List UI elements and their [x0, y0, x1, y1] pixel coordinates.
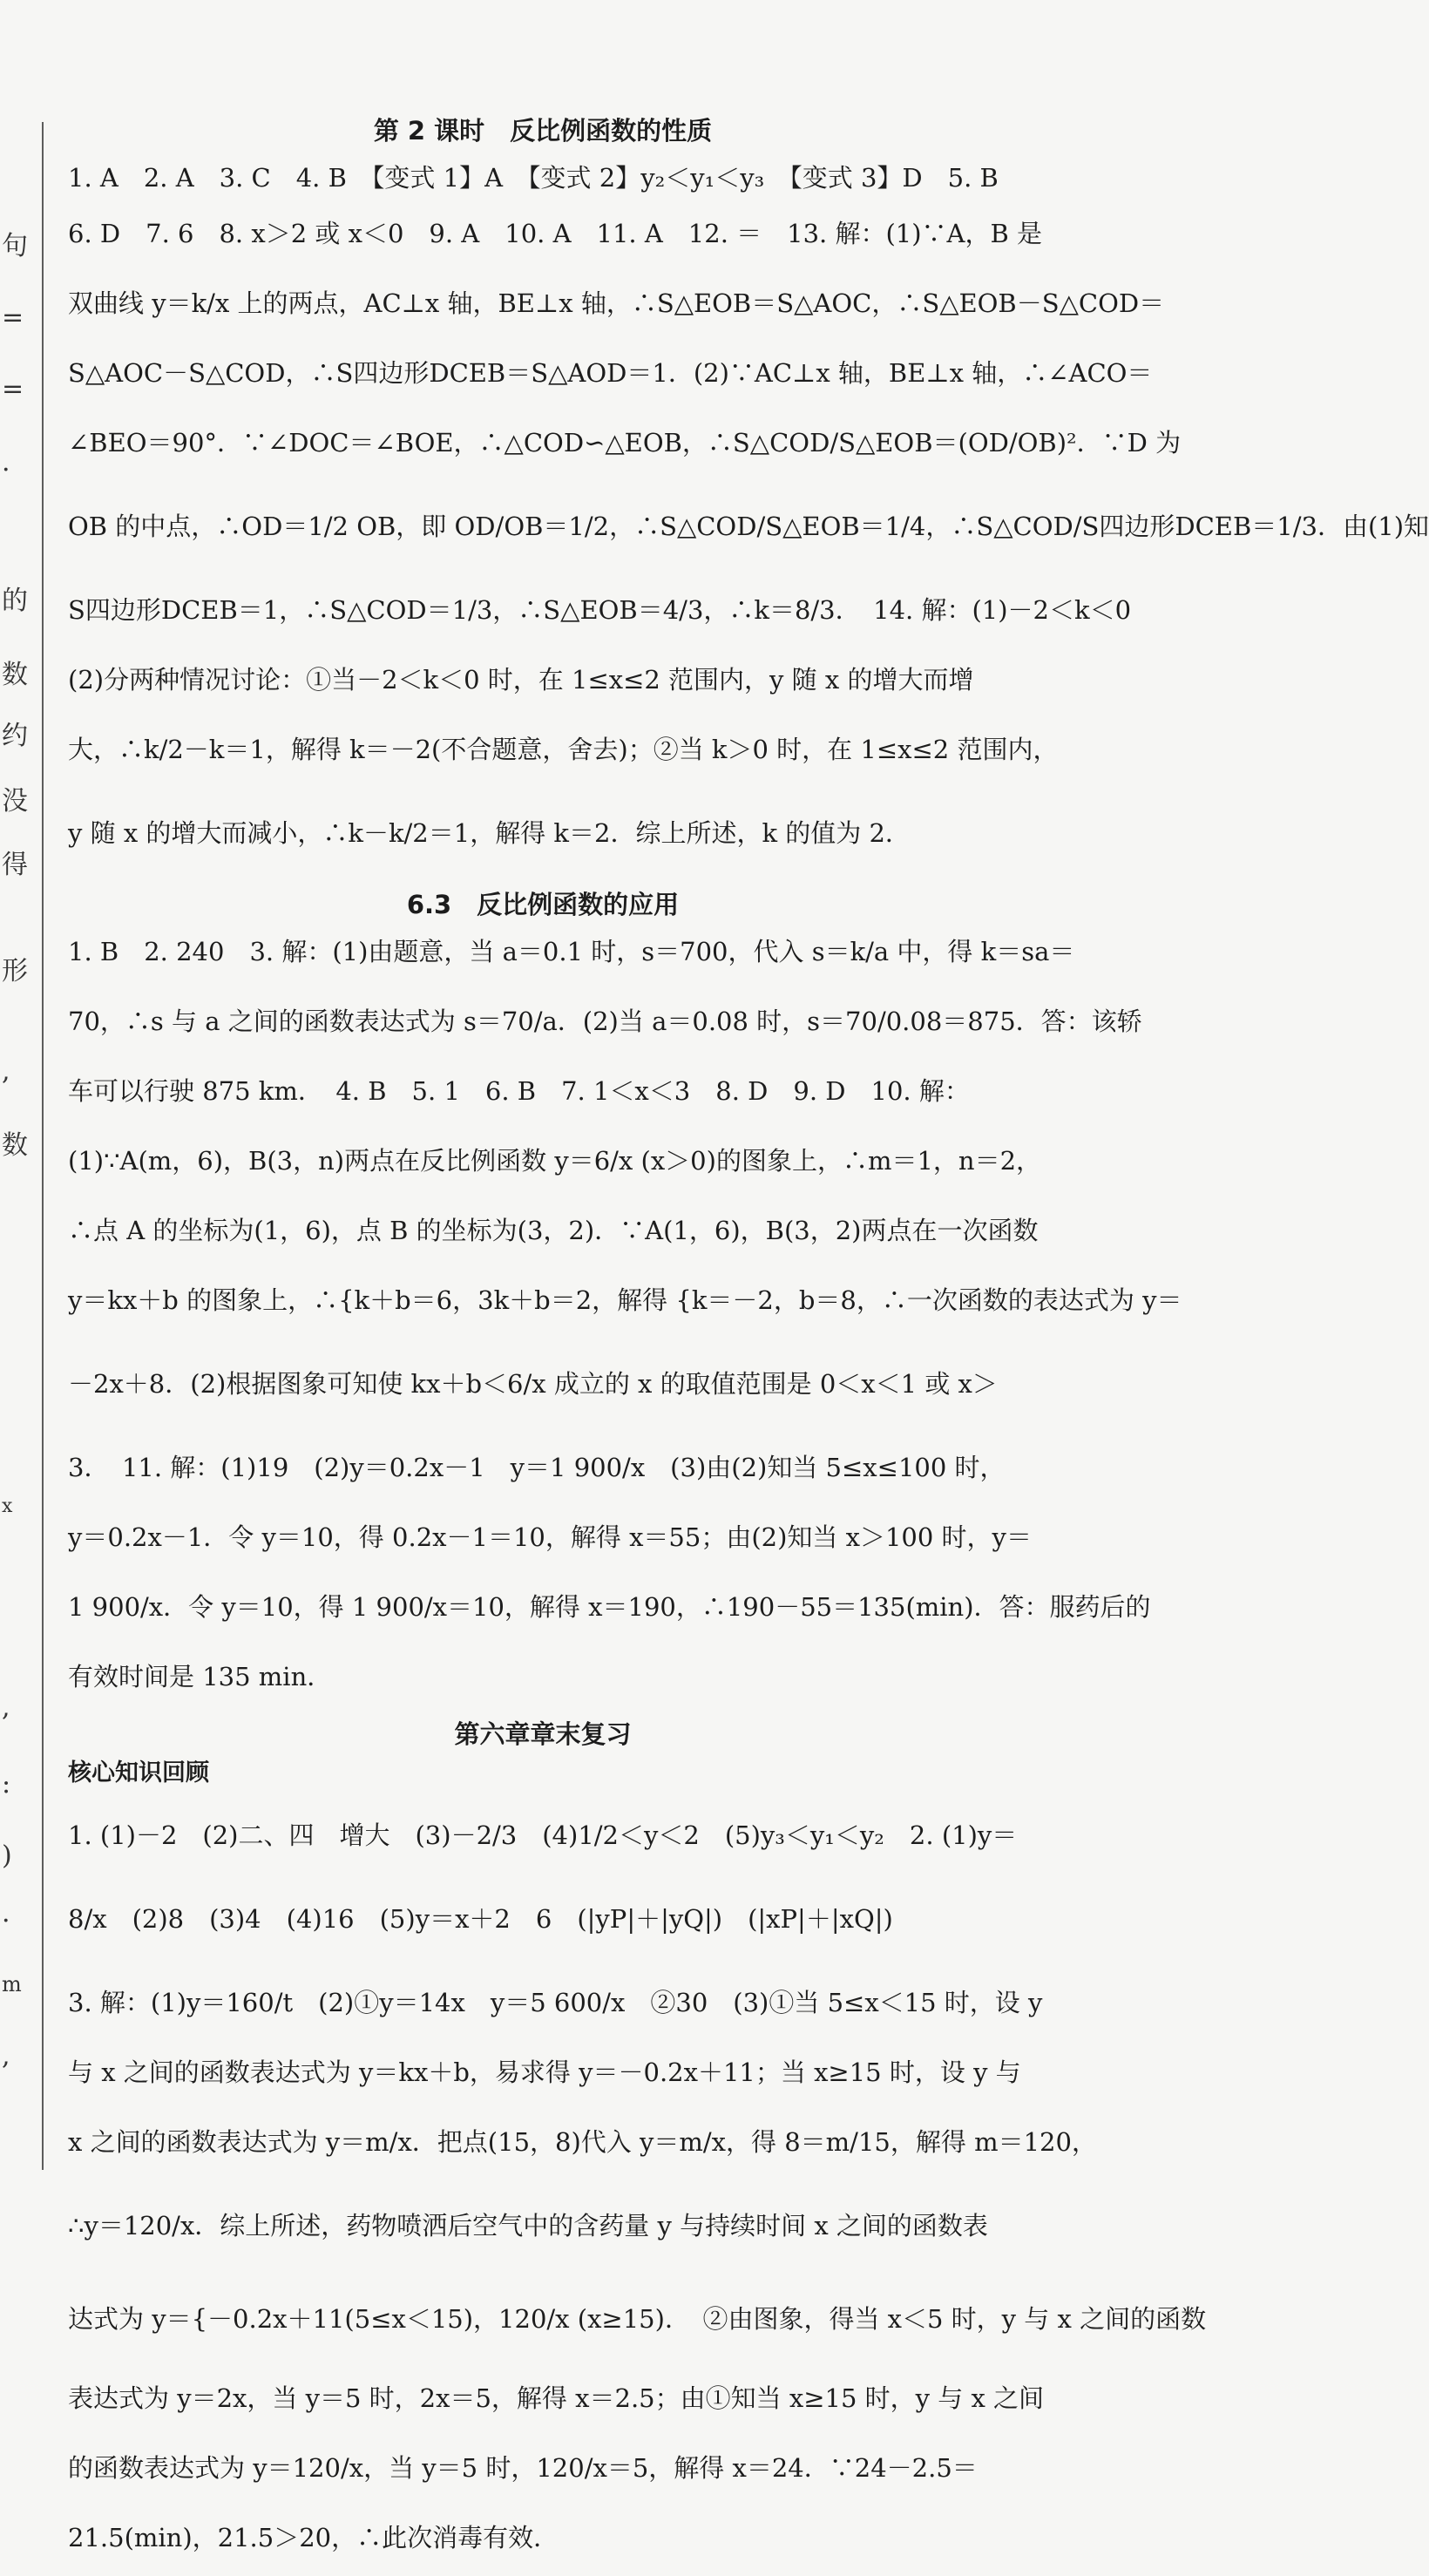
edge-fragment: 数 — [2, 1130, 28, 1161]
edge-fragment: 数 — [2, 660, 28, 690]
text-line: ∴y＝120/x．综上所述，药物喷洒后空气中的含药量 y 与持续时间 x 之间的函数表 — [68, 2211, 988, 2240]
text-line: ∴点 A 的坐标为(1，6)，点 B 的坐标为(3，2)．∵A(1，6)，B(3，2)两点在一次函数 — [68, 1216, 1039, 1245]
text-line: 车可以行驶 875 km． 4. B 5. 1 6. B 7. 1＜x＜3 8. D 9. D 10. 解： — [68, 1076, 970, 1106]
text-line: 1. (1)－2 (2)二、四 增大 (3)－2/3 (4)1/2＜y＜2 (5)y₃＜y₁＜y₂ 2. (1)y＝ — [68, 1820, 1018, 1850]
edge-fragment: : — [2, 1769, 11, 1800]
edge-fragment: , — [2, 1692, 10, 1723]
edge-fragment: , — [2, 2041, 10, 2071]
text-line: 与 x 之间的函数表达式为 y＝kx＋b，易求得 y＝－0.2x＋11；当 x≥15 时，设 y 与 — [68, 2057, 1021, 2087]
section-title: 第 2 课时 反比例函数的性质 — [373, 116, 713, 146]
edge-fragment: ) — [2, 1840, 12, 1871]
text-line: －2x＋8．(2)根据图象可知使 kx＋b＜6/x 成立的 x 的取值范围是 0＜x＜1 或 x＞ — [68, 1369, 998, 1399]
section-title: 6.3 反比例函数的应用 — [406, 890, 680, 919]
text-line: (1)∵A(m，6)，B(3，n)两点在反比例函数 y＝6/x (x＞0)的图象上，∴m＝1，n＝2， — [68, 1146, 1042, 1176]
text-line: 双曲线 y＝k/x 上的两点，AC⊥x 轴，BE⊥x 轴，∴S△EOB＝S△AOC，∴S△EOB－S△COD＝ — [68, 288, 1165, 318]
section-subtitle: 核心知识回顾 — [68, 1759, 209, 1786]
text-line: OB 的中点，∴OD＝1/2 OB，即 OD/OB＝1/2，∴S△COD/S△EOB＝1/4，∴S△COD/S四边形DCEB＝1/3．由(1)知 — [68, 512, 1429, 541]
edge-fragment: 得 — [2, 850, 28, 880]
text-line: 70，∴s 与 a 之间的函数表达式为 s＝70/a．(2)当 a＝0.08 时，s＝70/0.08＝875．答：该轿 — [68, 1007, 1142, 1036]
text-line: ∠BEO＝90°．∵∠DOC＝∠BOE，∴△COD∽△EOB，∴S△COD/S△EOB＝(OD/OB)²．∵D 为 — [68, 428, 1182, 458]
edge-fragment: 形 — [2, 956, 28, 986]
text-line: 大，∴k/2－k＝1，解得 k＝－2(不合题意，舍去)；②当 k＞0 时，在 1≤x≤2 范围内， — [68, 735, 1059, 764]
edge-fragment: = — [2, 302, 24, 333]
text-line: 1 900/x．令 y＝10，得 1 900/x＝10，解得 x＝190，∴190－55＝135(min)．答：服药后的 — [68, 1592, 1151, 1622]
text-line: y＝kx＋b 的图象上，∴{k＋b＝6，3k＋b＝2，解得 {k＝－2，b＝8，∴一次函数的表达式为 y＝ — [68, 1285, 1182, 1315]
text-line: 6. D 7. 6 8. x＞2 或 x＜0 9. A 10. A 11. A 12. ＝ 13. 解：(1)∵A，B 是 — [68, 219, 1043, 248]
edge-fragment: 句 — [2, 231, 28, 261]
edge-fragment: x — [2, 1495, 13, 1517]
section-inverse-function-applications — [68, 885, 1182, 1705]
text-line: 的函数表达式为 y＝120/x，当 y＝5 时，120/x＝5，解得 x＝24．∵24－2.5＝ — [68, 2453, 978, 2483]
text-line: 有效时间是 135 min． — [68, 1662, 333, 1691]
edge-fragment: · — [2, 455, 10, 485]
text-line: y 随 x 的增大而减小，∴k－k/2＝1，解得 k＝2．综上所述，k 的值为 2． — [68, 818, 911, 848]
text-line: 1. A 2. A 3. C 4. B 【变式 1】A 【变式 2】y₂＜y₁＜y₃ 【变式 3】D 5. B — [68, 163, 999, 193]
text-line: (2)分两种情况讨论：①当－2＜k＜0 时，在 1≤x≤2 范围内，y 随 x 的增大而增 — [68, 665, 974, 695]
edge-fragment: 没 — [2, 786, 28, 817]
left-page-edge — [0, 0, 35, 2266]
edge-fragment: · — [2, 1906, 10, 1936]
text-line: 3. 解：(1)y＝160/t (2)①y＝14x y＝5 600/x ②30 (3)①当 5≤x＜15 时，设 y — [68, 1988, 1043, 2017]
answer-column — [68, 112, 1429, 2576]
text-line: y＝0.2x－1．令 y＝10，得 0.2x－1＝10，解得 x＝55；由(2)知当 x＞100 时，y＝ — [68, 1522, 1032, 1552]
text-line: S四边形DCEB＝1，∴S△COD＝1/3，∴S△EOB＝4/3，∴k＝8/3． 14. 解：(1)－2＜k＜0 — [68, 595, 1132, 625]
text-line: S△AOC－S△COD，∴S四边形DCEB＝S△AOD＝1．(2)∵AC⊥x 轴，BE⊥x 轴，∴∠ACO＝ — [68, 358, 1153, 388]
section-title: 第六章章末复习 — [454, 1719, 632, 1749]
text-line: 达式为 y＝{－0.2x＋11(5≤x＜15)，120/x (x≥15)． ②由图象，得当 x＜5 时，y 与 x 之间的函数 — [68, 2304, 1207, 2334]
text-line: 21.5(min)，21.5＞20，∴此次消毒有效． — [68, 2523, 559, 2552]
edge-fragment: m — [2, 1972, 22, 1996]
column-divider — [42, 122, 44, 2170]
text-line: 表达式为 y＝2x，当 y＝5 时，2x＝5，解得 x＝2.5；由①知当 x≥15 时，y 与 x 之间 — [68, 2383, 1045, 2413]
text-line: 8/x (2)8 (3)4 (4)16 (5)y＝x＋2 6 (|yP|＋|yQ|) (|xP|＋|xQ|) — [68, 1904, 893, 1934]
section-chapter-review — [68, 1715, 1207, 2566]
text-line: 1. B 2. 240 3. 解：(1)由题意，当 a＝0.1 时，s＝700，代入 s＝k/a 中，得 k＝sa＝ — [68, 937, 1075, 966]
section-inverse-function-properties — [68, 112, 1429, 875]
text-line: x 之间的函数表达式为 y＝m/x．把点(15，8)代入 y＝m/x，得 8＝m/15，解得 m＝120， — [68, 2127, 1097, 2157]
text-line: 3． 11. 解：(1)19 (2)y＝0.2x－1 y＝1 900/x (3)由(2)知当 5≤x≤100 时， — [68, 1453, 1006, 1482]
edge-fragment: 约 — [2, 721, 28, 751]
edge-fragment: 的 — [2, 586, 28, 616]
edge-fragment: , — [2, 1056, 10, 1087]
edge-fragment: = — [2, 374, 24, 404]
